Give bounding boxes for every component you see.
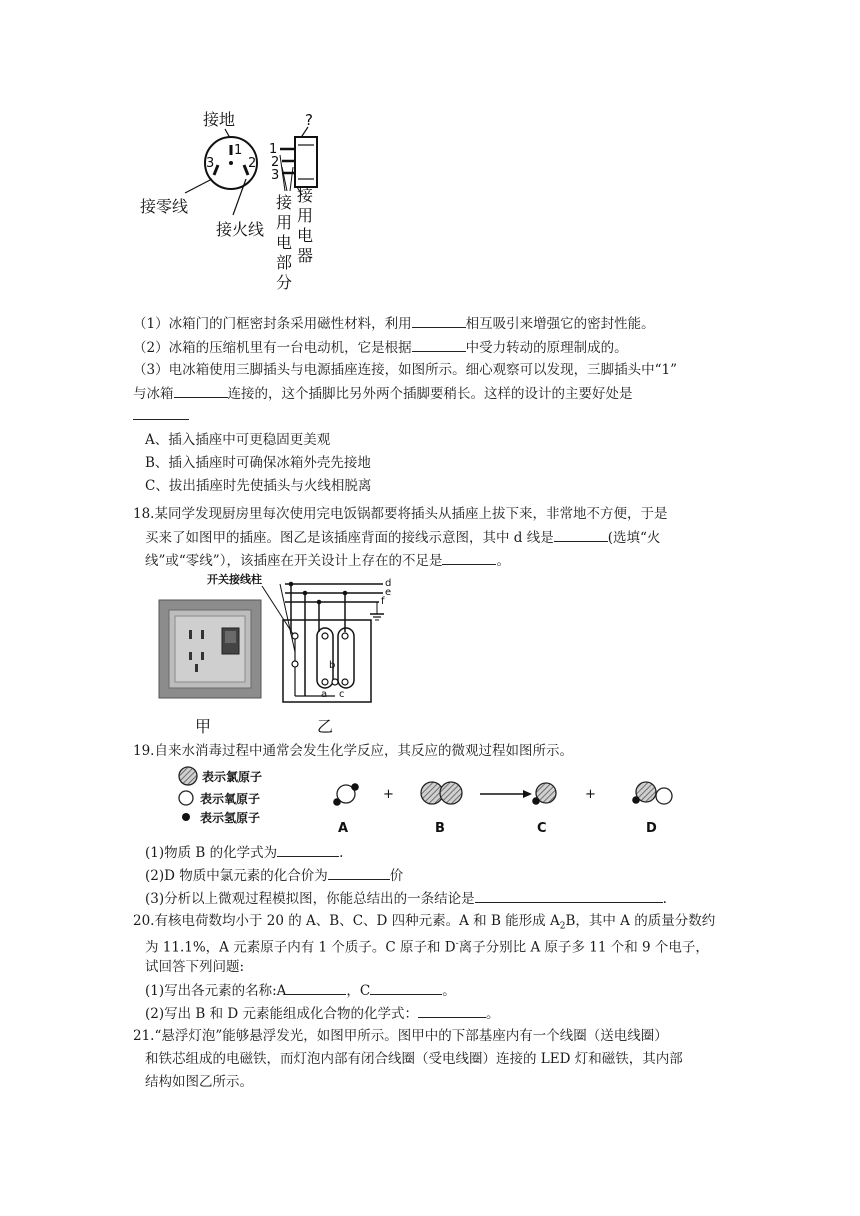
answer-blank[interactable] (412, 314, 466, 328)
q21-line1: 21.“悬浮灯泡”能够悬浮发光，如图甲所示。图甲中的下部基座内有一个线圈（送电线圈） (133, 1028, 668, 1044)
appliance-char-1: 接 (297, 186, 314, 205)
q17-part2: （2）冰箱的压缩机里有一台电动机，它是根据 中受力转动的原理制成的。 (133, 340, 628, 356)
electric-part-char-4: 部 (276, 253, 293, 272)
answer-blank[interactable] (133, 406, 189, 420)
label-ground: 接地 (203, 110, 236, 129)
chlorine-atom-icon (179, 767, 197, 785)
answer-blank[interactable] (418, 1004, 486, 1018)
plus-sign-2: + (585, 787, 596, 802)
hydrogen-atom-icon (182, 813, 190, 821)
q17-option-b: B、插入插座时可确保冰箱外壳先接地 (145, 455, 371, 471)
plug-pin-3: 3 (271, 168, 280, 183)
label-live: 接火线 (216, 220, 265, 239)
wire-e-label: e (385, 587, 392, 598)
q18-line1: 18.某同学发现厨房里每次使用完电饭锅都要将插头从插座上拔下来，非常地不方便，于是 (133, 506, 668, 522)
molecule-b-label: B (435, 821, 445, 836)
molecule-d-label: D (646, 821, 657, 836)
answer-blank[interactable] (475, 889, 663, 903)
answer-blank[interactable] (370, 981, 442, 995)
q20-part2: (2)写出 B 和 D 元素能组成化合物的化学式： 。 (145, 1006, 500, 1022)
q18-line2: 买来了如图甲的插座。图乙是该插座背面的接线示意图，其中 d 线是 (选填“火 (145, 530, 661, 546)
q17-part3-line3 (133, 406, 189, 425)
answer-blank[interactable] (554, 528, 608, 542)
caption-yi: 乙 (317, 717, 334, 736)
socket-pin-1: 1 (234, 143, 243, 158)
terminal-b-label: b (329, 660, 336, 671)
answer-blank[interactable] (286, 981, 346, 995)
plug-question-mark: ? (305, 111, 313, 129)
molecule-c-label: C (537, 821, 547, 836)
q21-line2: 和铁芯组成的电磁铁，而灯泡内部有闭合线圈（受电线圈）连接的 LED 灯和磁铁，其内部 (145, 1051, 683, 1067)
q17-part3-line1: （3）电冰箱使用三脚插头与电源插座连接，如图所示。细心观察可以发现，三脚插头中“1” (133, 362, 677, 378)
label-neutral: 接零线 (140, 197, 189, 216)
q19-part3: (3)分析以上微观过程模拟图，你能总结出的一条结论是 . (145, 891, 667, 907)
answer-blank[interactable] (174, 384, 228, 398)
appliance-char-4: 器 (297, 246, 314, 265)
caption-jia: 甲 (195, 717, 212, 736)
q17-part3-line2: 与冰箱 连接的，这个插脚比另外两个插脚要稍长。这样的设计的主要好处是 (133, 386, 633, 402)
electric-part-char-3: 电 (276, 233, 293, 252)
q17-option-c: C、拔出插座时先使插头与火线相脱离 (145, 478, 372, 494)
legend-oxygen: 表示氧原子 (200, 792, 261, 806)
q17-option-a: A、插入插座中可更稳固更美观 (145, 432, 331, 448)
plus-sign-1: + (383, 787, 394, 802)
appliance-char-2: 用 (297, 206, 314, 225)
socket-pin-2: 2 (248, 156, 257, 171)
answer-blank[interactable] (277, 843, 339, 857)
electric-part-char-1: 接 (276, 193, 293, 212)
wire-f-label: f (381, 596, 385, 607)
q21-line3: 结构如图乙所示。 (145, 1074, 253, 1090)
legend-chlorine: 表示氯原子 (202, 770, 263, 784)
terminal-c-label: c (339, 689, 345, 700)
plug-pin-2: 2 (271, 155, 280, 170)
q20-line2: 为 11.1%，A 元素原子内有 1 个质子。C 原子和 D-离子分别比 A 原子多 11 个和 9 个电子， (145, 939, 709, 956)
q18-line3: 线”或“零线”），该插座在开关设计上存在的不足是 。 (145, 553, 510, 569)
plug-pin-1: 1 (269, 142, 278, 157)
switch-terminal-label: 开关接线柱 (207, 573, 262, 586)
socket-pin-3: 3 (206, 156, 215, 171)
molecule-a-label: A (338, 821, 349, 836)
wire-d-label: d (385, 578, 392, 589)
q19-line1: 19.自来水消毒过程中通常会发生化学反应，其反应的微观过程如图所示。 (133, 743, 573, 759)
answer-blank[interactable] (412, 338, 466, 352)
terminal-a-label: a (321, 689, 328, 700)
appliance-char-3: 电 (297, 226, 314, 245)
q17-part1: （1）冰箱门的门框密封条采用磁性材料，利用 相互吸引来增强它的密封性能。 (133, 316, 655, 332)
three-pin-socket-figure (130, 105, 340, 305)
electric-part-char-2: 用 (276, 213, 293, 232)
q20-part1: (1)写出各元素的名称:A ，C 。 (145, 983, 456, 999)
q20-line3: 试回答下列问题: (145, 959, 245, 975)
legend-hydrogen: 表示氢原子 (200, 811, 261, 825)
q19-part1: (1)物质 B 的化学式为 . (145, 845, 344, 861)
molecule-reaction-figure (170, 762, 690, 838)
answer-blank[interactable] (442, 551, 496, 565)
q20-line1: 20.有核电荷数均小于 20 的 A、B、C、D 四种元素。A 和 B 能形成 $A_2B$，其中 A 的质量分数约 (133, 913, 716, 932)
electric-part-char-5: 分 (276, 273, 293, 292)
oxygen-atom-icon (179, 791, 193, 805)
q19-part2: (2)D 物质中氯元素的化合价为 价 (145, 868, 404, 884)
answer-blank[interactable] (328, 866, 390, 880)
socket-wiring-figure (155, 572, 405, 737)
